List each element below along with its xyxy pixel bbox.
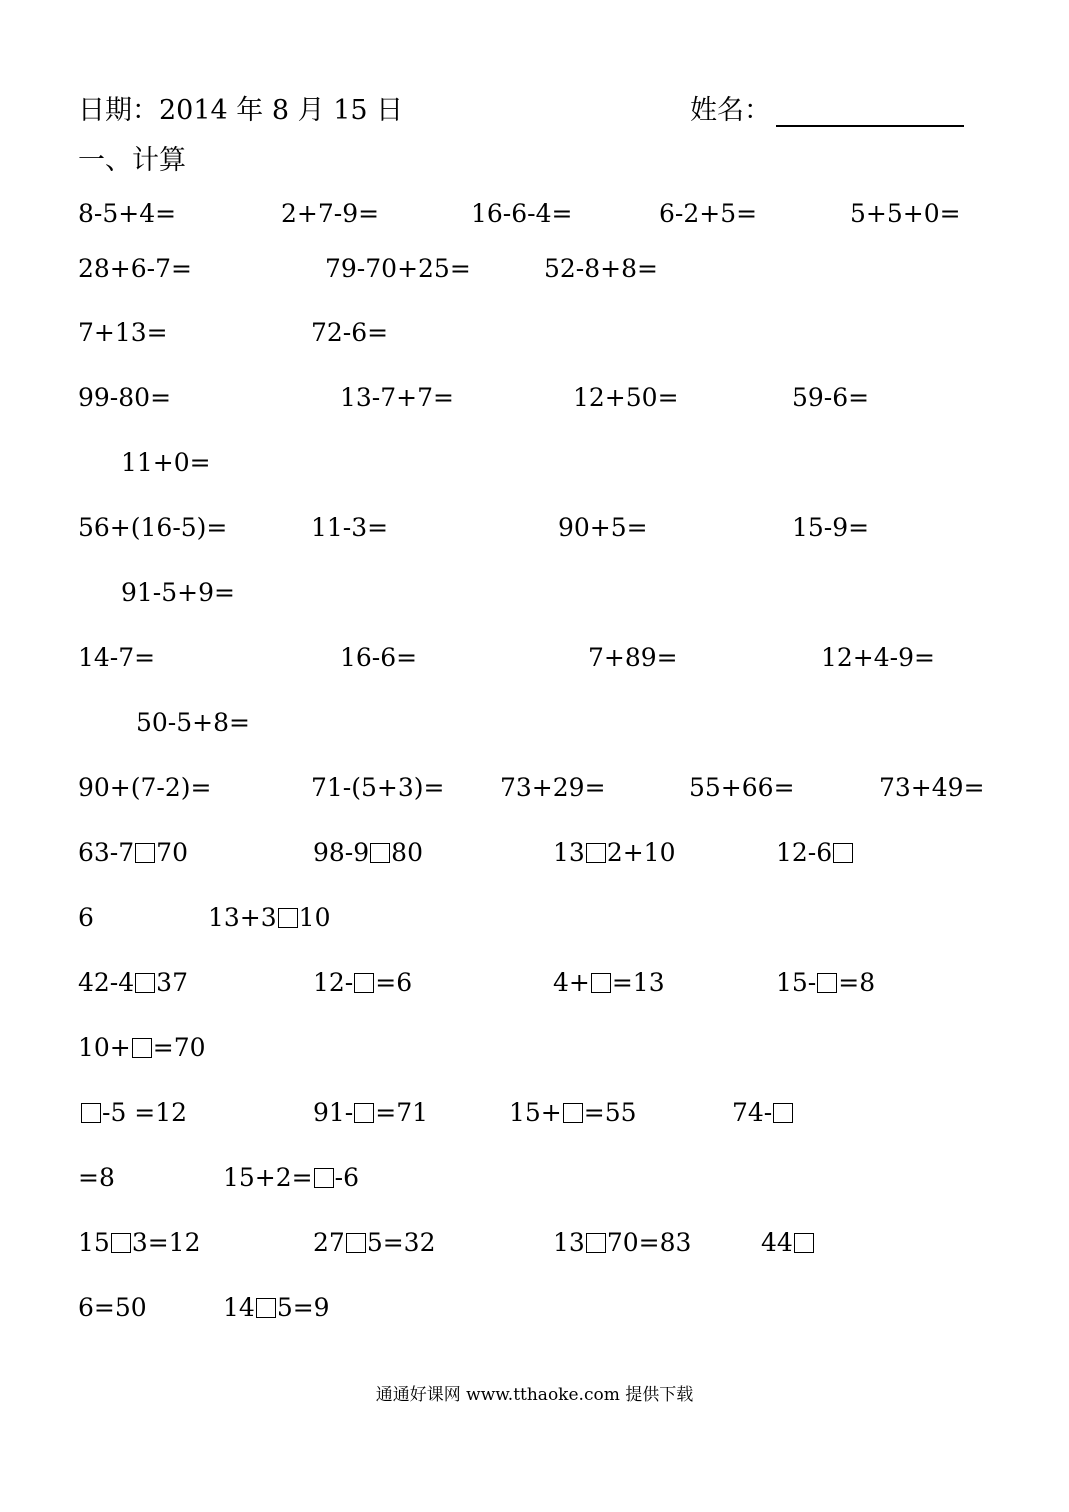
- problem: 28+6-7=: [78, 254, 192, 283]
- problem: 73+49=: [879, 773, 985, 802]
- problem: 55+66=: [689, 773, 795, 802]
- answer-box[interactable]: [563, 1103, 583, 1123]
- problem: 6-2+5=: [659, 199, 758, 228]
- box-problem: 14 5=9: [223, 1293, 330, 1322]
- box-problem: 98-9 80: [313, 838, 423, 867]
- problem: 79-70+25=: [325, 254, 471, 283]
- box-problem: 12- =6: [313, 968, 413, 997]
- name-label: 姓名：: [690, 95, 771, 126]
- box-problem: 42-4 37: [78, 968, 188, 997]
- answer-box[interactable]: [833, 843, 853, 863]
- section-title: 一、计算: [78, 145, 186, 176]
- footer-credit: 通通好课网 www.tthaoke.com 提供下载: [375, 1385, 694, 1405]
- answer-box[interactable]: [346, 1233, 366, 1253]
- box-problem: 15 3=12: [78, 1228, 201, 1257]
- problem: 7+89=: [588, 643, 678, 672]
- box-problem: 4+ =13: [553, 968, 665, 997]
- answer-box[interactable]: [773, 1103, 793, 1123]
- name-blank-line: [776, 125, 964, 127]
- problem: 13-7+7=: [340, 383, 454, 412]
- box-problem: -5 =12: [80, 1098, 187, 1128]
- answer-box[interactable]: [81, 1103, 101, 1123]
- box-problem: 13 2+10: [553, 838, 676, 867]
- answer-box[interactable]: [135, 843, 155, 863]
- problem: 7+13=: [78, 318, 168, 347]
- problem: 72-6=: [311, 318, 389, 347]
- problem: 14-7=: [78, 643, 156, 672]
- box-problem: 15+2= -6: [223, 1163, 359, 1192]
- box-problem: 6=50: [78, 1293, 147, 1322]
- box-problem: 44: [761, 1228, 815, 1258]
- box-problem: 74-: [732, 1098, 794, 1128]
- problem: 2+7-9=: [281, 199, 380, 228]
- answer-box[interactable]: [817, 973, 837, 993]
- problem: 50-5+8=: [136, 708, 250, 737]
- date-label: 日期：2014 年 8 月 15 日: [78, 95, 404, 126]
- box-problem: 15- =8: [776, 968, 876, 997]
- problem: 8-5+4=: [78, 199, 177, 228]
- problem: 52-8+8=: [544, 254, 658, 283]
- box-problem: 27 5=32: [313, 1228, 436, 1257]
- box-problem: 91- =71: [313, 1098, 429, 1127]
- problem: 73+29=: [500, 773, 606, 802]
- problem: 15-9=: [792, 513, 870, 542]
- box-problem: 6: [78, 903, 94, 932]
- problem: 12+4-9=: [821, 643, 935, 672]
- answer-box[interactable]: [354, 1103, 374, 1123]
- problem: 71-(5+3)=: [311, 773, 445, 802]
- problem: 90+5=: [558, 513, 648, 542]
- answer-box[interactable]: [354, 973, 374, 993]
- problem: 99-80=: [78, 383, 172, 412]
- answer-box[interactable]: [314, 1168, 334, 1188]
- answer-box[interactable]: [135, 973, 155, 993]
- problem: 91-5+9=: [121, 578, 235, 607]
- box-problem: 13+3 10: [208, 903, 331, 932]
- problem: 90+(7-2)=: [78, 773, 212, 802]
- problem: 5+5+0=: [850, 199, 961, 228]
- answer-box[interactable]: [794, 1233, 814, 1253]
- problem: 56+(16-5)=: [78, 513, 228, 542]
- problem: 16-6=: [340, 643, 418, 672]
- answer-box[interactable]: [586, 1233, 606, 1253]
- box-problem: 10+ =70: [78, 1033, 206, 1062]
- answer-box[interactable]: [256, 1298, 276, 1318]
- box-problem: 13 70=83: [553, 1228, 692, 1257]
- box-problem: 12-6: [776, 838, 854, 868]
- problem: 16-6-4=: [471, 199, 573, 228]
- problem: 59-6=: [792, 383, 870, 412]
- answer-box[interactable]: [132, 1038, 152, 1058]
- answer-box[interactable]: [370, 843, 390, 863]
- answer-box[interactable]: [278, 908, 298, 928]
- answer-box[interactable]: [586, 843, 606, 863]
- box-problem: 15+ =55: [509, 1098, 637, 1127]
- problem: 11+0=: [121, 448, 211, 477]
- answer-box[interactable]: [111, 1233, 131, 1253]
- box-problem: =8: [78, 1163, 115, 1192]
- problem: 11-3=: [311, 513, 389, 542]
- box-problem: 63-7 70: [78, 838, 188, 867]
- answer-box[interactable]: [591, 973, 611, 993]
- problem: 12+50=: [573, 383, 679, 412]
